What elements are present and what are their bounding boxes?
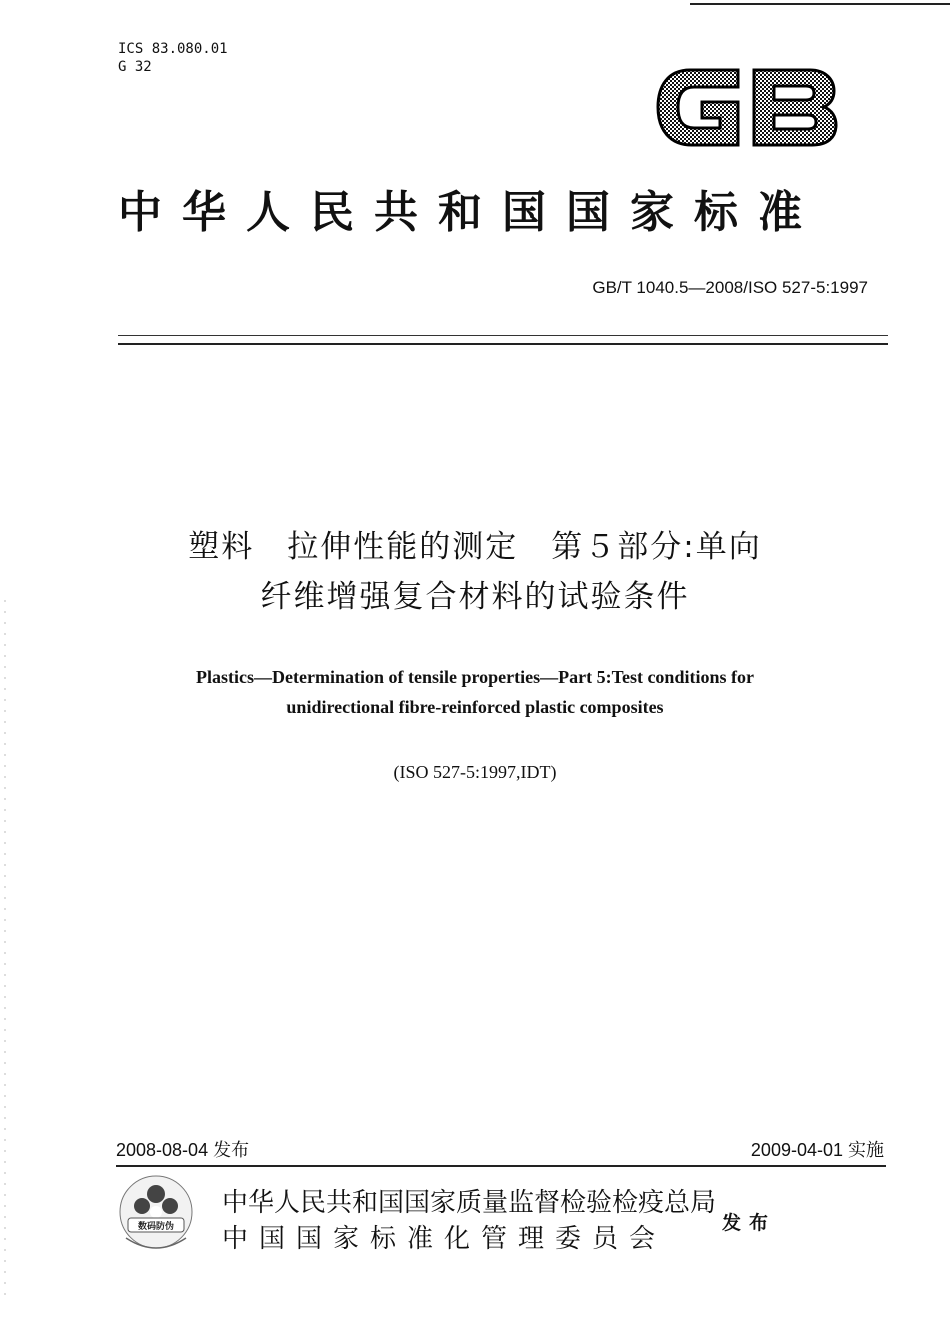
title-chinese: [60, 522, 890, 622]
header-rule-thick: [118, 343, 888, 345]
standard-number: GB/T 1040.5—2008/ISO 527-5:1997: [592, 278, 868, 297]
issuer-sac: 中国国家标准化管理委员会: [222, 1224, 667, 1254]
publish-label: 发布: [722, 1212, 777, 1234]
iso-equivalence: (ISO 527-5:1997,IDT): [393, 762, 557, 782]
gb-logo-text: GB: [650, 60, 652, 61]
top-edge-line: [690, 3, 950, 5]
ics-code: ICS 83.080.01: [118, 41, 228, 57]
title-en-line1: Plastics—Determination of tensile properties—Part 5:Test conditions for: [196, 667, 754, 687]
title-cn-line2: 纤维增强复合材料的试验条件: [260, 579, 690, 615]
anti-counterfeit-seal-icon: [116, 1172, 196, 1258]
national-standard-heading: 中华人民共和国国家标准: [118, 187, 822, 238]
scan-edge-dots: [4, 600, 6, 1300]
ccs-code: G 32: [118, 59, 152, 75]
gb-logo: [650, 60, 840, 155]
seal-text: 数码防伪: [137, 1222, 175, 1232]
title-english: [60, 662, 890, 722]
classification-codes: [118, 40, 228, 76]
footer-rule: [116, 1165, 886, 1167]
title-cn-line1: 塑料 拉伸性能的测定 第５部分:单向: [188, 529, 762, 565]
implementation-date: 2009-04-01 实施: [750, 1140, 884, 1160]
issuer-aqsiq: 中华人民共和国国家质量监督检验检疫总局: [222, 1188, 717, 1218]
header-rule-thin: [118, 335, 888, 336]
title-en-line2: unidirectional fibre-reinforced plastic composites: [286, 697, 664, 717]
publication-date: 2008-08-04 发布: [116, 1140, 250, 1160]
